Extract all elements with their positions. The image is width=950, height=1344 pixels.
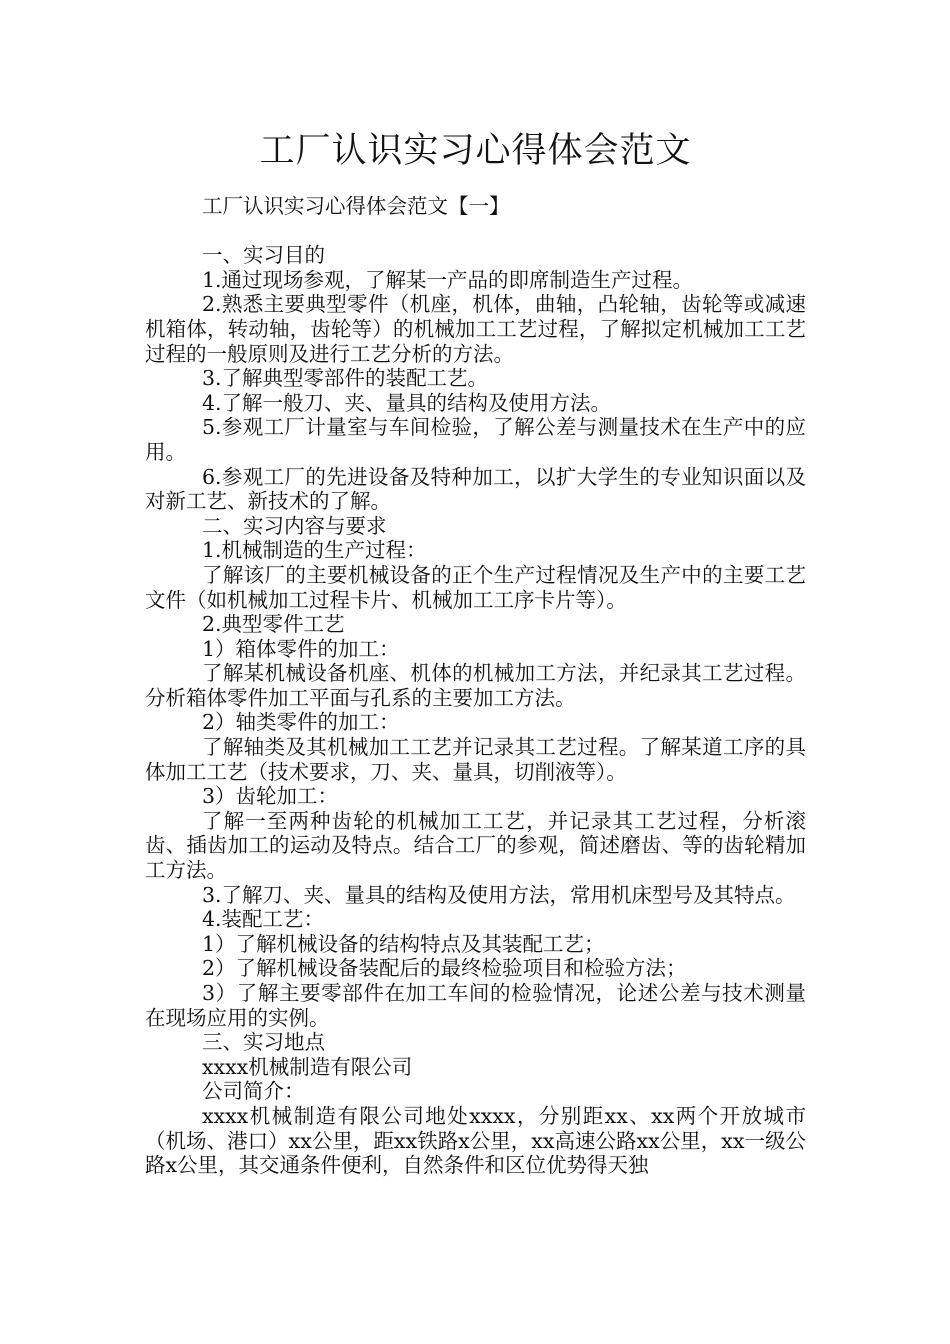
body-paragraph: 4.了解一般刀、夹、量具的结构及使用方法。 (202, 390, 612, 415)
body-paragraph: 2）了解机械设备装配后的最终检验项目和检验方法； (202, 956, 687, 981)
body-paragraph: xxxx机械制造有限公司地处xxxx，分别距xx、xx两个开放城市（机场、港口）xx公里，距xx铁路x公里，xx高速公路xx公里，xx一级公路x公里，其交通条件便利，自然条件和区位优势得天独 (145, 1103, 806, 1178)
body-paragraph: 三、实习地点 (202, 1030, 325, 1055)
document-title: 工厂认识实习心得体会范文 (259, 131, 692, 171)
body-paragraph: 2.典型零件工艺 (202, 612, 345, 637)
body-paragraph: 了解某机械设备机座、机体的机械加工方法，并纪录其工艺过程。分析箱体零件加工平面与孔系的主要加工方法。 (145, 661, 806, 710)
body-paragraph: 1）箱体零件的加工： (202, 636, 400, 661)
body-paragraph: 5.参观工厂计量室与车间检验，了解公差与测量技术在生产中的应用。 (145, 415, 806, 464)
document-body (145, 243, 806, 1178)
body-paragraph: 一、实习目的 (202, 243, 325, 268)
body-paragraph: 1.机械制造的生产过程： (202, 538, 427, 563)
body-paragraph: 了解一至两种齿轮的机械加工工艺，并记录其工艺过程，分析滚齿、插齿加工的运动及特点。结合工厂的参观，简述磨齿、等的齿轮精加工方法。 (145, 808, 806, 883)
body-paragraph: 公司简介： (202, 1079, 305, 1104)
body-paragraph: 2.熟悉主要典型零件（机座，机体，曲轴，凸轮轴，齿轮等或减速机箱体，转动轴，齿轮等）的机械加工工艺过程，了解拟定机械加工工艺过程的一般原则及进行工艺分析的方法。 (145, 292, 806, 366)
body-paragraph: xxxx机械制造有限公司 (202, 1054, 413, 1079)
body-paragraph: 3）齿轮加工： (202, 784, 339, 809)
body-paragraph: 了解该厂的主要机械设备的正个生产过程情况及生产中的主要工艺文件（如机械加工过程卡片、机械加工工序卡片等）。 (145, 562, 806, 612)
body-paragraph: 4.装配工艺： (202, 907, 325, 932)
body-paragraph: 2）轴类零件的加工： (202, 710, 400, 735)
body-paragraph: 3.了解典型零部件的装配工艺。 (202, 366, 489, 391)
document-page (145, 122, 806, 1178)
body-paragraph: 6.参观工厂的先进设备及特种加工，以扩大学生的专业知识面以及对新工艺、新技术的了解。 (145, 464, 806, 514)
body-paragraph: 3）了解主要零部件在加工车间的检验情况，论述公差与技术测量在现场应用的实例。 (145, 981, 806, 1030)
body-paragraph: 3.了解刀、夹、量具的结构及使用方法，常用机床型号及其特点。 (202, 882, 796, 907)
body-paragraph: 1.通过现场参观，了解某一产品的即席制造生产过程。 (202, 267, 694, 292)
body-paragraph: 二、实习内容与要求 (202, 513, 387, 538)
body-paragraph: 了解轴类及其机械加工工艺并记录其工艺过程。了解某道工序的具体加工工艺（技术要求，刀、夹、量具，切削液等）。 (145, 735, 806, 784)
document-subtitle: 工厂认识实习心得体会范文【一】 (202, 194, 510, 218)
body-paragraph: 1）了解机械设备的结构特点及其装配工艺； (202, 931, 605, 956)
